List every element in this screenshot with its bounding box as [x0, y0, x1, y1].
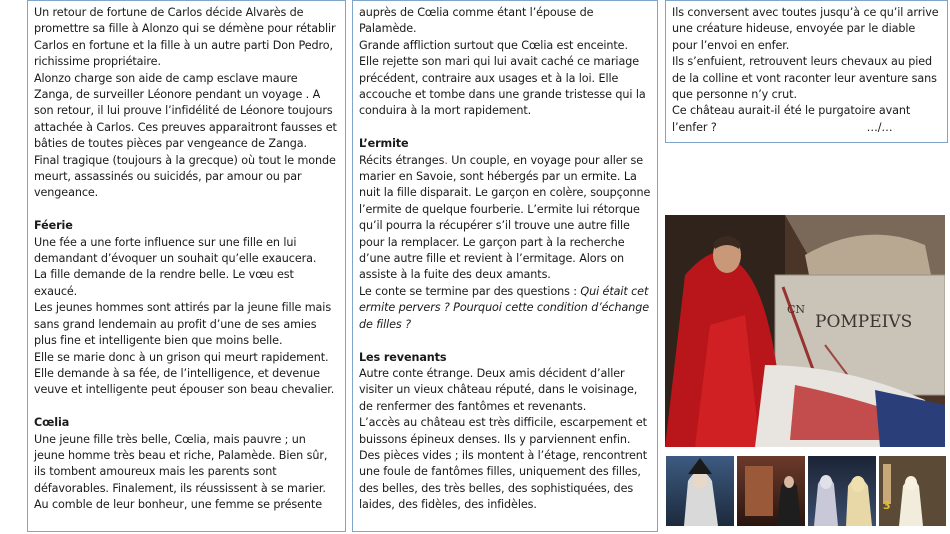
thumbnail-illustration: [879, 456, 946, 526]
red-dot: .: [444, 153, 448, 167]
paragraph: Les jeunes hommes sont attirés par la jeune fille mais sans grand lendemain au profit d’une de ses amies plus fine et intelligente bien que moins belle.: [34, 301, 332, 348]
paragraph: auprès de Cœlia comme étant l’épouse de Palamède.: [359, 6, 594, 36]
paragraph-start: Le conte se termine par des questions :: [359, 284, 581, 298]
thumbnail-castle-interior: [737, 456, 805, 526]
paragraph: Une fée a une forte influence sur une fille en lui demandant d’évoquer un souhait qu’elle exaucera.: [34, 235, 317, 266]
paragraph: [359, 284, 651, 333]
paragraph: Autre conte étrange. Deux amis décident d’aller visiter un vieux château réputé, dans le voisinage, de renfermer des fantômes et revenants.: [359, 366, 638, 413]
text-column-3: [665, 0, 948, 143]
text-column-1: [27, 0, 346, 532]
thumbnail-illustration: [737, 456, 805, 526]
paragraph-start: Récits étranges: [359, 153, 445, 167]
thumbnail-illustration: [808, 456, 876, 526]
paragraph: Une jeune fille très belle, Cœlia, mais pauvre ; un jeune homme très beau et riche, Palamède. Bien sûr, ils tombent amoureux mais les parents sont défavorables. Finalement, ils réussissent à se marier. Au comble de leur bonheur, une femme se présente: [34, 432, 328, 512]
paragraph: [672, 120, 941, 136]
paragraph: Final tragique (toujours à la grecque) où tout le monde meurt, assassinés ou suicidés, par amour ou par vengeance.: [34, 153, 336, 200]
paragraph: Ils conversent avec toutes jusqu’à ce qu’il arrive une créature hideuse, envoyée par le diable pour l’envoi en enfer.: [672, 6, 939, 52]
inscription-pompeius: POMPEIVS: [815, 312, 913, 332]
inscription-cn: CN: [787, 303, 806, 316]
thumbnail-illustration: [666, 456, 734, 526]
paragraph-rest: Un couple, en voyage pour aller se marier en Savoie, sont hébergés par un ermite. La nuit la fille disparait. Le garçon en colère, soupçonne l’ermite de quelque fourberie. L’ermite lui rétorque qu’il pourra la récupérer s’il trouve une autre fille pour la remplacer. Le garçon part à la recherche d’une autre fille et revient à l’ermitage. Alors on assiste à la fuite des deux amants.: [359, 153, 651, 282]
pompeius-statue-photo: [665, 215, 945, 447]
section-heading-feerie: Féerie: [34, 219, 73, 233]
section-heading-coelia: Cœlia: [34, 416, 70, 430]
thumbnail-ghost-hall: [879, 456, 946, 526]
paragraph: L’accès au château est très difficile, escarpement et buissons épineux denses. Ils y parviennent enfin. Des pièces vides ; ils montent à l’étage, rencontrent une foule de fantômes filles, uniquement des filles, des belles, des très belles, des sophistiquées, des laides, des fidèles, des infidèles.: [359, 416, 648, 512]
paragraph: Elle se marie donc à un grison qui meurt rapidement. Elle demande à sa fée, de l’intelligence, et devenue veuve et intelligente peut épouser son beau chevalier.: [34, 350, 335, 397]
paragraph: La fille demande de la rendre belle. Le vœu est exaucé.: [34, 268, 294, 298]
page-number: 3: [883, 499, 891, 512]
paragraph: Ce château aurait-il été le purgatoire avant: [672, 104, 911, 118]
paragraph: Grande affliction surtout que Cœlia est enceinte. Elle rejette son mari qui lui avait caché ce mariage précédent, contraire aux usages et à la loi. Elle accouche et tombe dans une grande tristesse qui la conduira à la mort rapidement.: [359, 38, 646, 118]
photo-illustration: [665, 215, 945, 447]
paragraph: [359, 153, 651, 284]
paragraph: Alonzo charge son aide de camp esclave maure Zanga, de surveiller Léonore pendant un voyage . A son retour, il lui prouve l’infidélité de Léonore toujours attachée à Carlos. Ces preuves apparaitront fausses et bâties de toutes pièces par vengeance de Zanga.: [34, 71, 337, 151]
italic-questions: Qui était cet ermite pervers ? Pourquoi cette condition d’échange de filles ?: [359, 284, 650, 331]
section-heading-ermite: L’ermite: [359, 137, 409, 151]
thumbnail-ghosts-pair: [808, 456, 876, 526]
thumbnail-ghost-figure: [666, 456, 734, 526]
section-heading-revenants: Les revenants: [359, 350, 447, 364]
text-column-2: [352, 0, 658, 532]
paragraph-end: l’enfer ?: [672, 120, 717, 134]
paragraph: Ils s’enfuient, retrouvent leurs chevaux au pied de la colline et vont raconter leur aventure sans que personne n’y crut.: [672, 55, 937, 102]
paragraph: Un retour de fortune de Carlos décide Alvarès de promettre sa fille à Alonzo qui se démène pour rétablir Carlos en fortune et la fille à un autre parti Don Pedro, richissime propriétaire.: [34, 6, 336, 69]
continuation-mark: …/…: [866, 120, 893, 134]
